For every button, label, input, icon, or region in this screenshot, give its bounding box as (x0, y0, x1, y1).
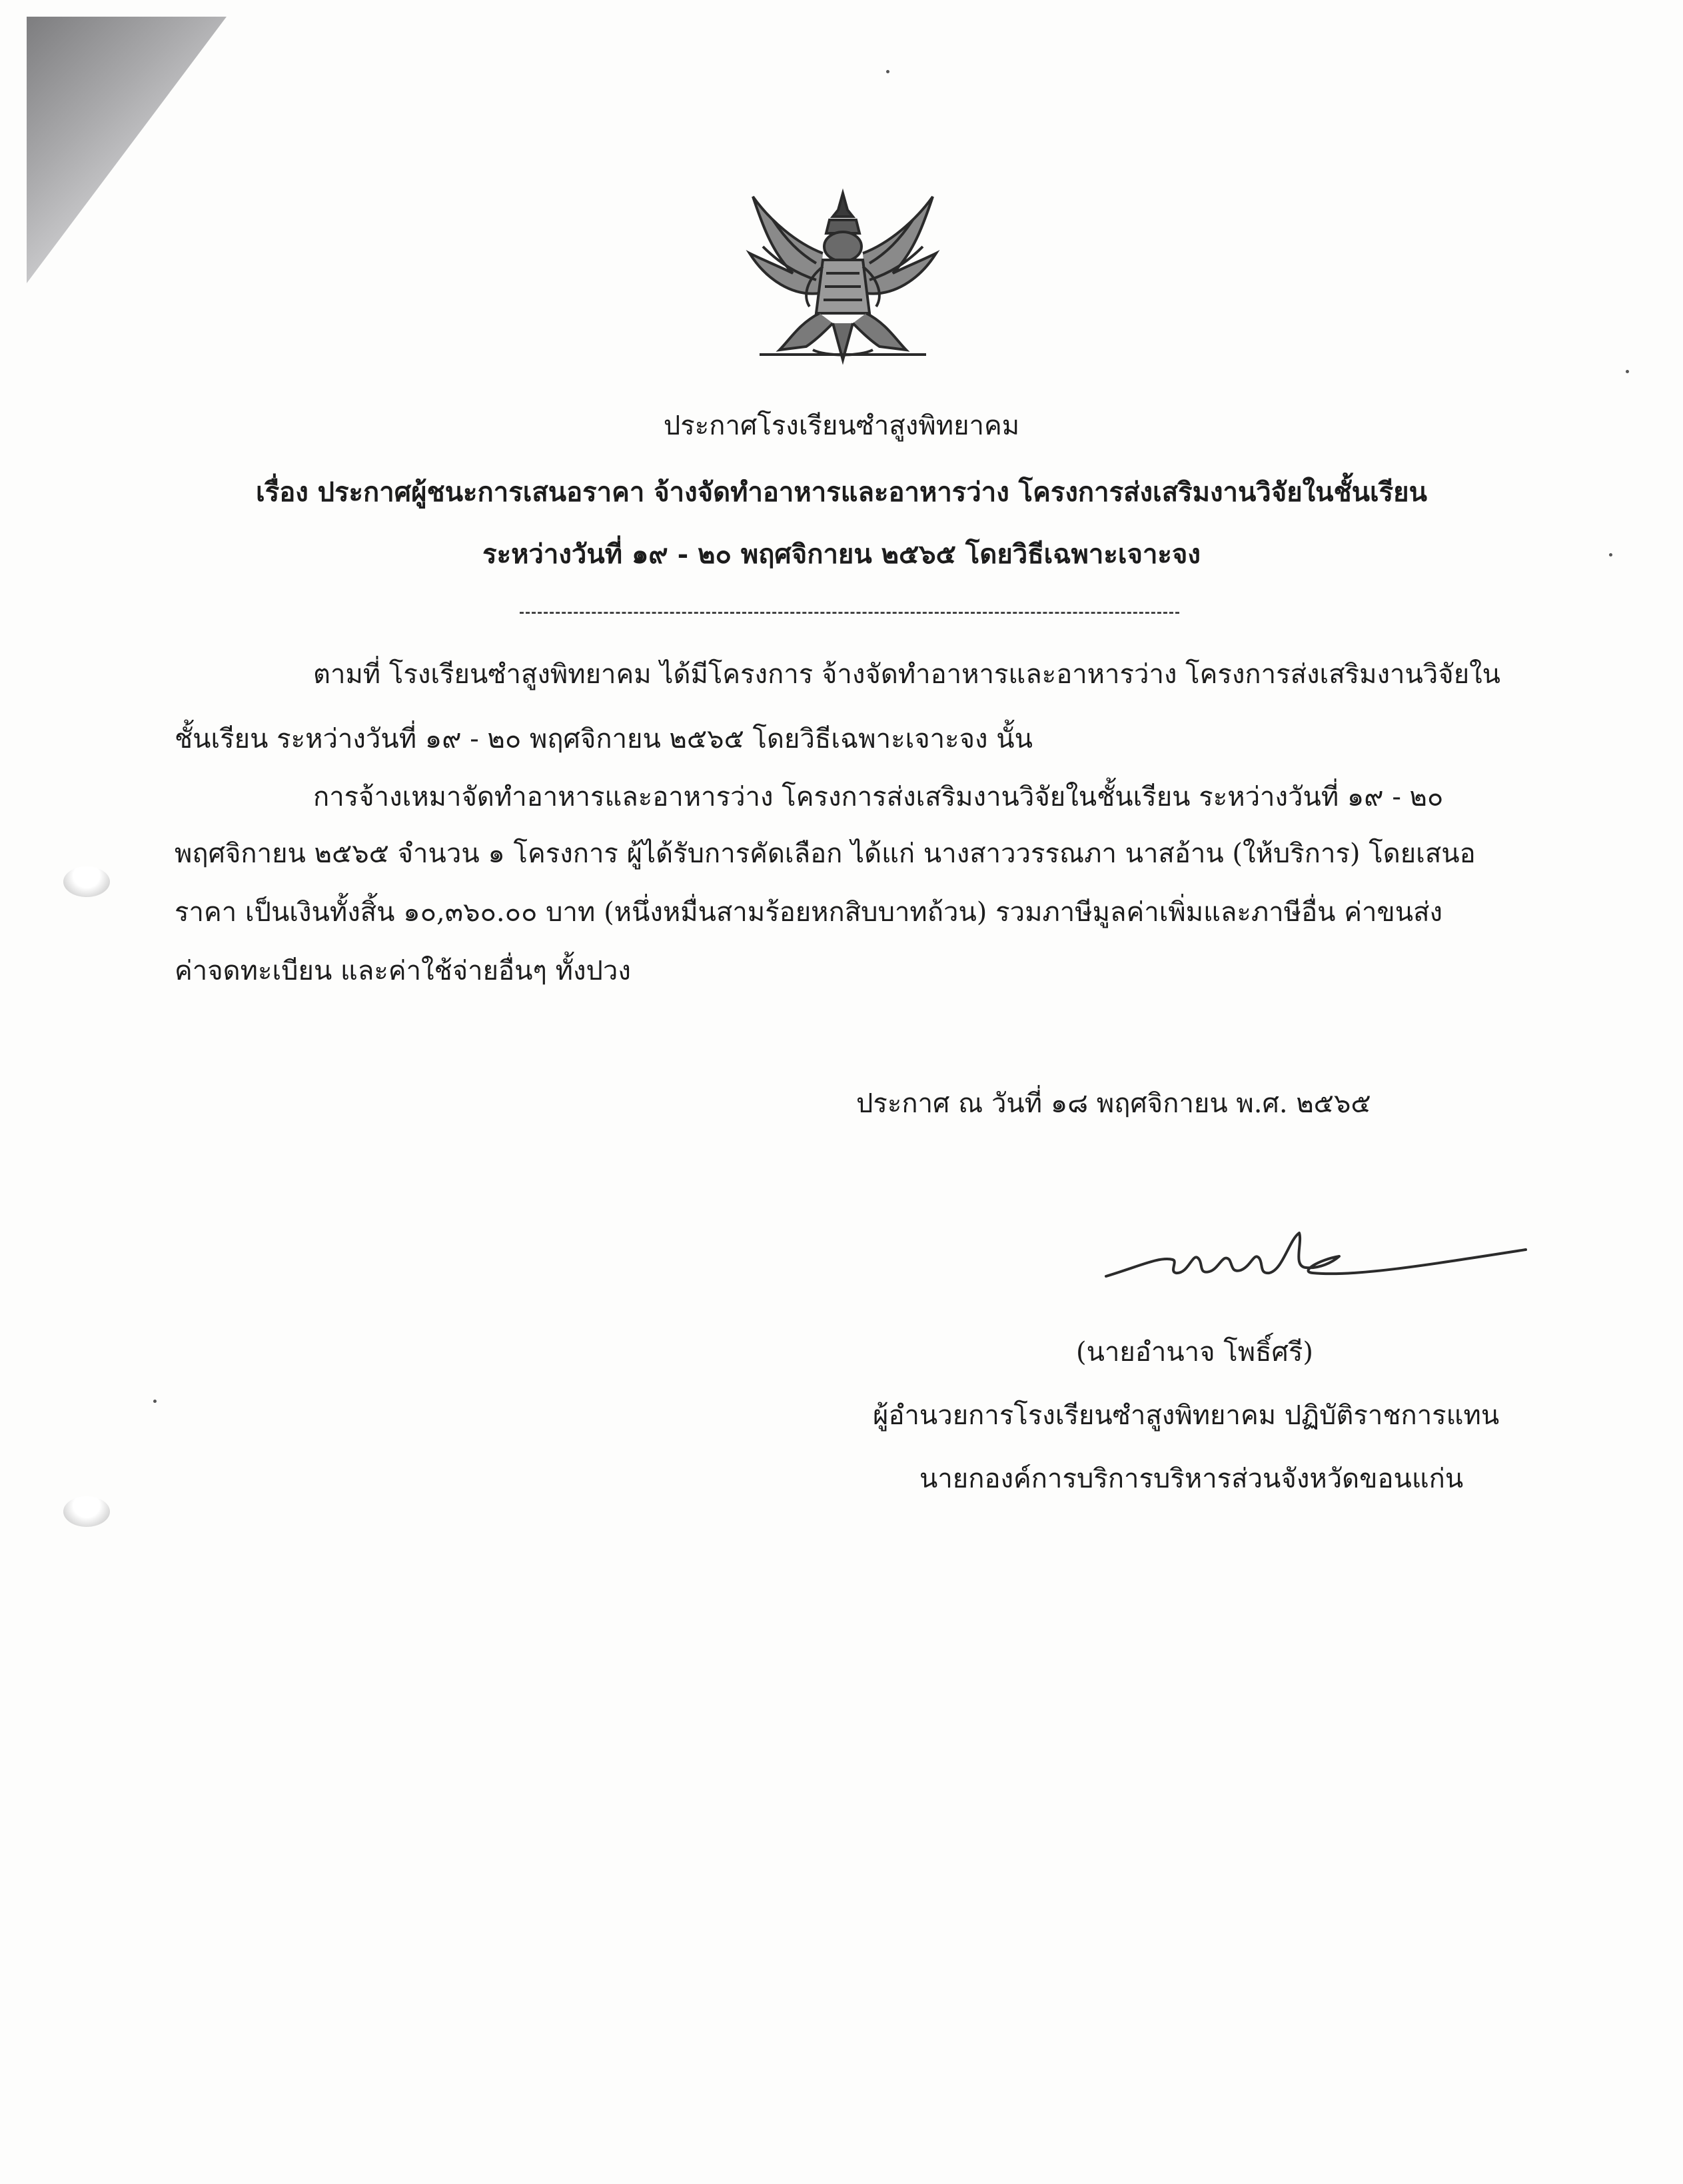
announce-date: ประกาศ ณ วันที่ ๑๘ พฤศจิกายน พ.ศ. ๒๕๖๕ (856, 1088, 1371, 1119)
signatory-name: (นายอำนาจ โพธิ์ศรี) (1076, 1337, 1314, 1368)
scan-speck (153, 1400, 157, 1403)
paragraph-2-line-3: ราคา เป็นเงินทั้งสิ้น ๑๐,๓๖๐.๐๐ บาท (หนึ่งหมื่นสามร้อยหกสิบบาทถ้วน) รวมภาษีมูลค่าเพิ่มและภาษีอื่น ค่าขนส่ง (175, 897, 1443, 928)
period-line: ระหว่างวันที่ ๑๙ - ๒๐ พฤศจิกายน ๒๕๖๕ โดยวิธีเฉพาะเจาะจง (482, 539, 1201, 570)
subject-line: เรื่อง ประกาศผู้ชนะการเสนอราคา จ้างจัดทำอาหารและอาหารว่าง โครงการส่งเสริมงานวิจัยในชั้นเรียน (256, 477, 1427, 508)
scan-shadow (27, 17, 227, 283)
scan-speck (886, 70, 889, 73)
punch-hole (63, 866, 110, 897)
org-title: ประกาศโรงเรียนซำสูงพิทยาคม (663, 411, 1020, 441)
paragraph-2-line-4: ค่าจดทะเบียน และค่าใช้จ่ายอื่นๆ ทั้งปวง (175, 956, 631, 986)
paragraph-2-line-1: การจ้างเหมาจัดทำอาหารและอาหารว่าง โครงการส่งเสริมงานวิจัยในชั้นเรียน ระหว่างวันที่ ๑๙ - ๒๐ (313, 782, 1444, 812)
punch-hole (63, 1496, 110, 1527)
paragraph-1-line-1: ตามที่ โรงเรียนซำสูงพิทยาคม ได้มีโครงการ จ้างจัดทำอาหารและอาหารว่าง โครงการส่งเสริมงานวิจัยใน (313, 659, 1501, 690)
signatory-position-2: นายกองค์การบริการบริหารส่วนจังหวัดขอนแก่น (919, 1464, 1464, 1494)
signatory-position-1: ผู้อำนวยการโรงเรียนซำสูงพิทยาคม ปฏิบัติราชการแทน (873, 1400, 1500, 1431)
dashed-divider (520, 612, 1179, 614)
paragraph-2-line-2: พฤศจิกายน ๒๕๖๕ จำนวน ๑ โครงการ ผู้ได้รับการคัดเลือก ได้แก่ นางสาววรรณภา นาสอ้าน (ให้บริการ) โดยเสนอ (175, 838, 1476, 869)
scan-speck (1626, 370, 1629, 373)
signature (1099, 1220, 1532, 1306)
garuda-emblem (733, 180, 953, 400)
paragraph-1-line-2: ชั้นเรียน ระหว่างวันที่ ๑๙ - ๒๐ พฤศจิกายน ๒๕๖๕ โดยวิธีเฉพาะเจาะจง นั้น (175, 724, 1033, 754)
